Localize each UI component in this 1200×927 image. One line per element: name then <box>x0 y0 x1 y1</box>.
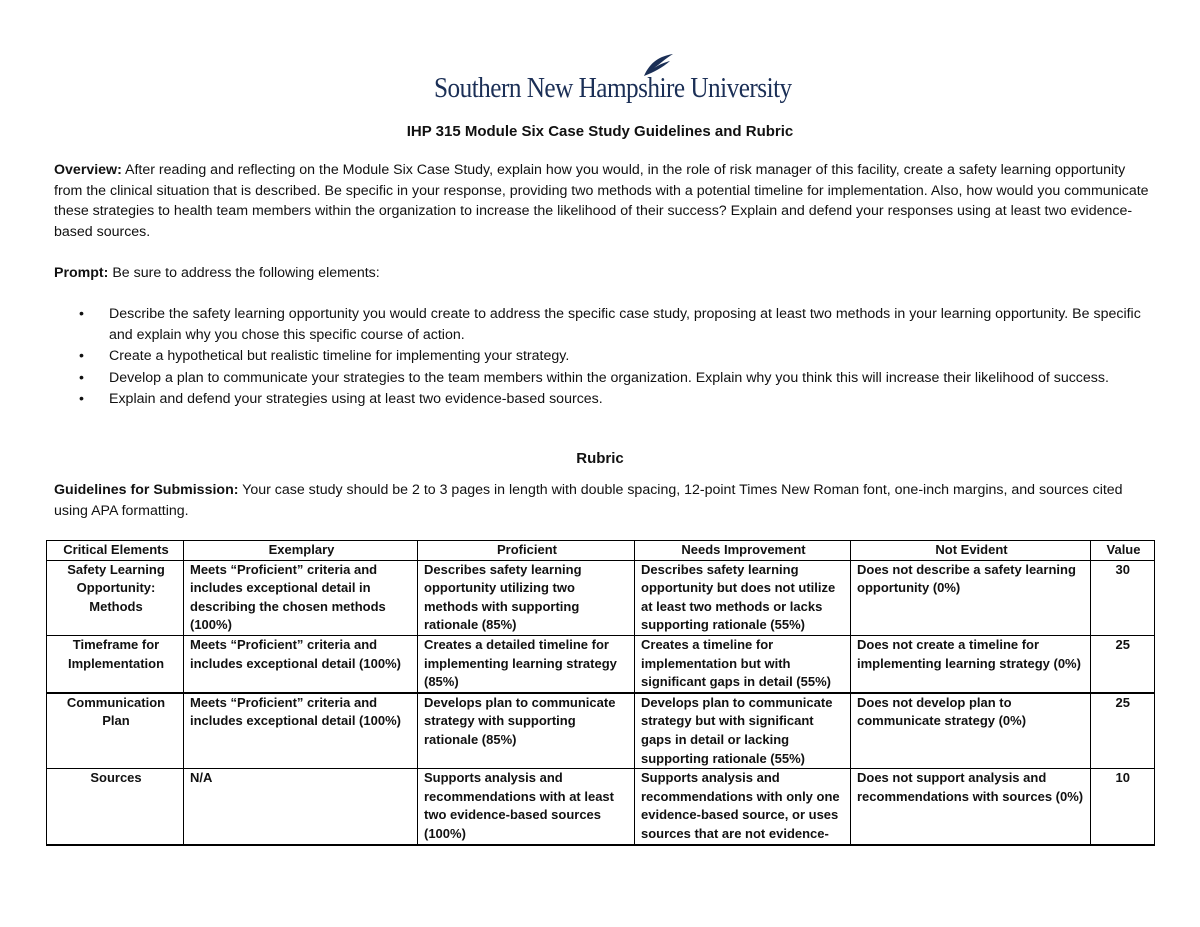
column-header: Proficient <box>418 541 635 561</box>
bullet-text: Develop a plan to communicate your strategies to the team members within the organization. Explain why you think this will increase their likelihood of success. <box>109 369 1109 386</box>
proficient-cell: Describes safety learning opportunity utilizing two methods with supporting rationale (85%) <box>418 560 635 635</box>
not-evident-cell: Does not develop plan to communicate strategy (0%) <box>851 693 1091 769</box>
prompt-bullet-list <box>54 304 1154 411</box>
exemplary-cell: N/A <box>184 769 418 845</box>
value-cell: 25 <box>1091 693 1155 769</box>
table-row <box>47 769 1155 845</box>
table-row <box>47 635 1155 692</box>
bullet-icon: • <box>79 391 84 407</box>
table-header-row <box>47 541 1155 561</box>
needs-improvement-cell: Describes safety learning opportunity but does not utilize at least two methods or lacks supporting rationale (55%) <box>635 560 851 635</box>
needs-improvement-cell: Supports analysis and recommendations with only one evidence-based source, or uses sources that are not evidence- <box>635 769 851 845</box>
table-row <box>47 560 1155 635</box>
proficient-cell: Develops plan to communicate strategy with supporting rationale (85%) <box>418 693 635 769</box>
rubric-table <box>46 540 1155 846</box>
exemplary-cell: Meets “Proficient” criteria and includes exceptional detail in describing the chosen methods (100%) <box>184 560 418 635</box>
not-evident-cell: Does not create a timeline for implementing learning strategy (0%) <box>851 635 1091 692</box>
column-header: Not Evident <box>851 541 1091 561</box>
proficient-cell: Creates a detailed timeline for implementing learning strategy (85%) <box>418 635 635 692</box>
bullet-icon: • <box>79 369 84 386</box>
critical-element-cell: Timeframe for Implementation <box>47 635 184 692</box>
guidelines-label: Guidelines for Submission: <box>54 482 239 498</box>
needs-improvement-cell: Creates a timeline for implementation but with significant gaps in detail (55%) <box>635 635 851 692</box>
document-title: IHP 315 Module Six Case Study Guidelines and Rubric <box>406 123 794 140</box>
prompt-label: Prompt: <box>54 265 109 281</box>
overview-paragraph <box>54 160 1154 242</box>
guidelines-text: Your case study should be 2 to 3 pages in length with double spacing, 12-point Times New Roman font, one-inch margins, and sources cited using APA formatting. <box>54 482 1123 519</box>
exemplary-cell: Meets “Proficient” criteria and includes exceptional detail (100%) <box>184 635 418 692</box>
list-item <box>54 346 1154 367</box>
list-item <box>54 304 1154 345</box>
column-header: Needs Improvement <box>635 541 851 561</box>
list-item <box>54 389 1154 410</box>
critical-element-cell: Communication Plan <box>47 693 184 769</box>
list-item <box>54 368 1154 389</box>
bullet-text: Create a hypothetical but realistic timeline for implementing your strategy. <box>109 348 570 364</box>
not-evident-cell: Does not support analysis and recommendations with sources (0%) <box>851 769 1091 845</box>
snhu-logo <box>434 52 792 108</box>
bullet-icon: • <box>79 348 84 364</box>
bullet-text: Explain and defend your strategies using at least two evidence-based sources. <box>109 391 603 407</box>
column-header: Value <box>1091 541 1155 561</box>
needs-improvement-cell: Develops plan to communicate strategy but with significant gaps in detail or lacking supporting rationale (55%) <box>635 693 851 769</box>
table-row <box>47 693 1155 769</box>
column-header: Exemplary <box>184 541 418 561</box>
prompt-text: Be sure to address the following elements: <box>112 265 380 281</box>
guidelines-paragraph <box>54 480 1154 521</box>
critical-element-cell: Safety Learning Opportunity: Methods <box>47 560 184 635</box>
column-header: Critical Elements <box>47 541 184 561</box>
exemplary-cell: Meets “Proficient” criteria and includes exceptional detail (100%) <box>184 693 418 769</box>
overview-label: Overview: <box>54 162 122 178</box>
critical-element-cell: Sources <box>47 769 184 845</box>
not-evident-cell: Does not describe a safety learning opportunity (0%) <box>851 560 1091 635</box>
bullet-text: Describe the safety learning opportunity you would create to address the specific case study, proposing at least two methods in your learning opportunity. Be specific and explain why you chose this specific course of action. <box>109 306 1141 343</box>
overview-text: After reading and reflecting on the Module Six Case Study, explain how you would, in the role of risk manager of this facility, create a safety learning opportunity from the clinical situation that is described. Be specific in your response, providing two methods with a potential timeline for implementation. Also, how would you communicate these strategies to health team members within the organization to increase the likelihood of their success? Explain and defend your responses using at least two evidence-based sources. <box>54 162 1149 240</box>
prompt-paragraph <box>54 263 1154 284</box>
proficient-cell: Supports analysis and recommendations with at least two evidence-based sources (100%) <box>418 769 635 845</box>
bullet-icon: • <box>79 306 84 322</box>
value-cell: 10 <box>1091 769 1155 845</box>
logo-text: Southern New Hampshire University <box>434 72 792 104</box>
value-cell: 30 <box>1091 560 1155 635</box>
value-cell: 25 <box>1091 635 1155 692</box>
rubric-heading: Rubric <box>576 450 624 467</box>
